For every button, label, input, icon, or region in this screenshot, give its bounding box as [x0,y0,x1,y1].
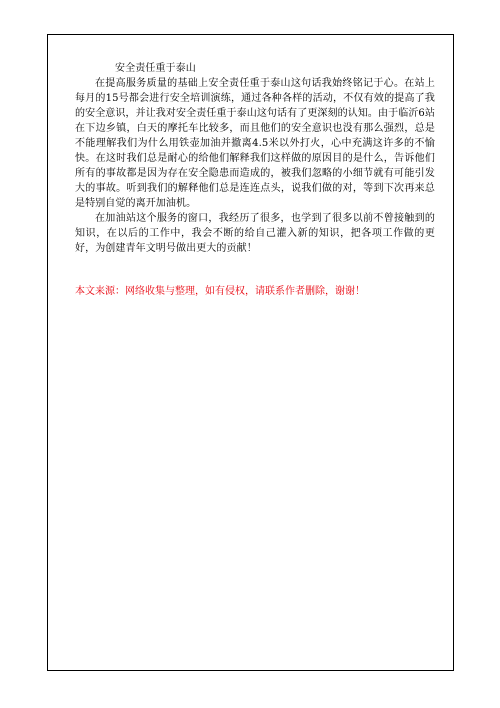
paragraph-2: 在加油站这个服务的窗口，我经历了很多，也学到了很多以前不曾接触到的知识，在以后的工作中，我会不断的给自己灌入新的知识，把各项工作做的更好，为创建青年文明号做出更大的贡献！ [75,213,435,254]
source-note: 本文来源：网络收集与整理，如有侵权，请联系作者删除，谢谢！ [75,286,365,297]
document-title: 安全责任重于泰山 [115,63,196,74]
document-body [75,61,435,256]
paragraph-1: 在提高服务质量的基础上安全责任重于泰山这句话我始终铭记于心。在站上每月的15号都会进行安全培训演练，通过各种各样的活动，不仅有效的提高了我的安全意识，并让我对安全责任重于泰山这句话有了更深刻的认知。由于临沂6站在下边乡镇，白天的摩托车比较多，而且他们的安全意识也没有那么强烈，总是不能理解我们为什么用铁壶加油并撤离4.5米以外打火，心中充满这许多的不愉快。在这时我们总是耐心的给他们解释我们这样做的原因目的是什么，告诉他们所有的事故都是因为存在安全隐患而造成的，被我们忽略的小细节就有可能引发大的事故。听到我们的解释他们总是连连点头，说我们做的对，等到下次再来总是特别自觉的离开加油机。 [75,78,435,209]
